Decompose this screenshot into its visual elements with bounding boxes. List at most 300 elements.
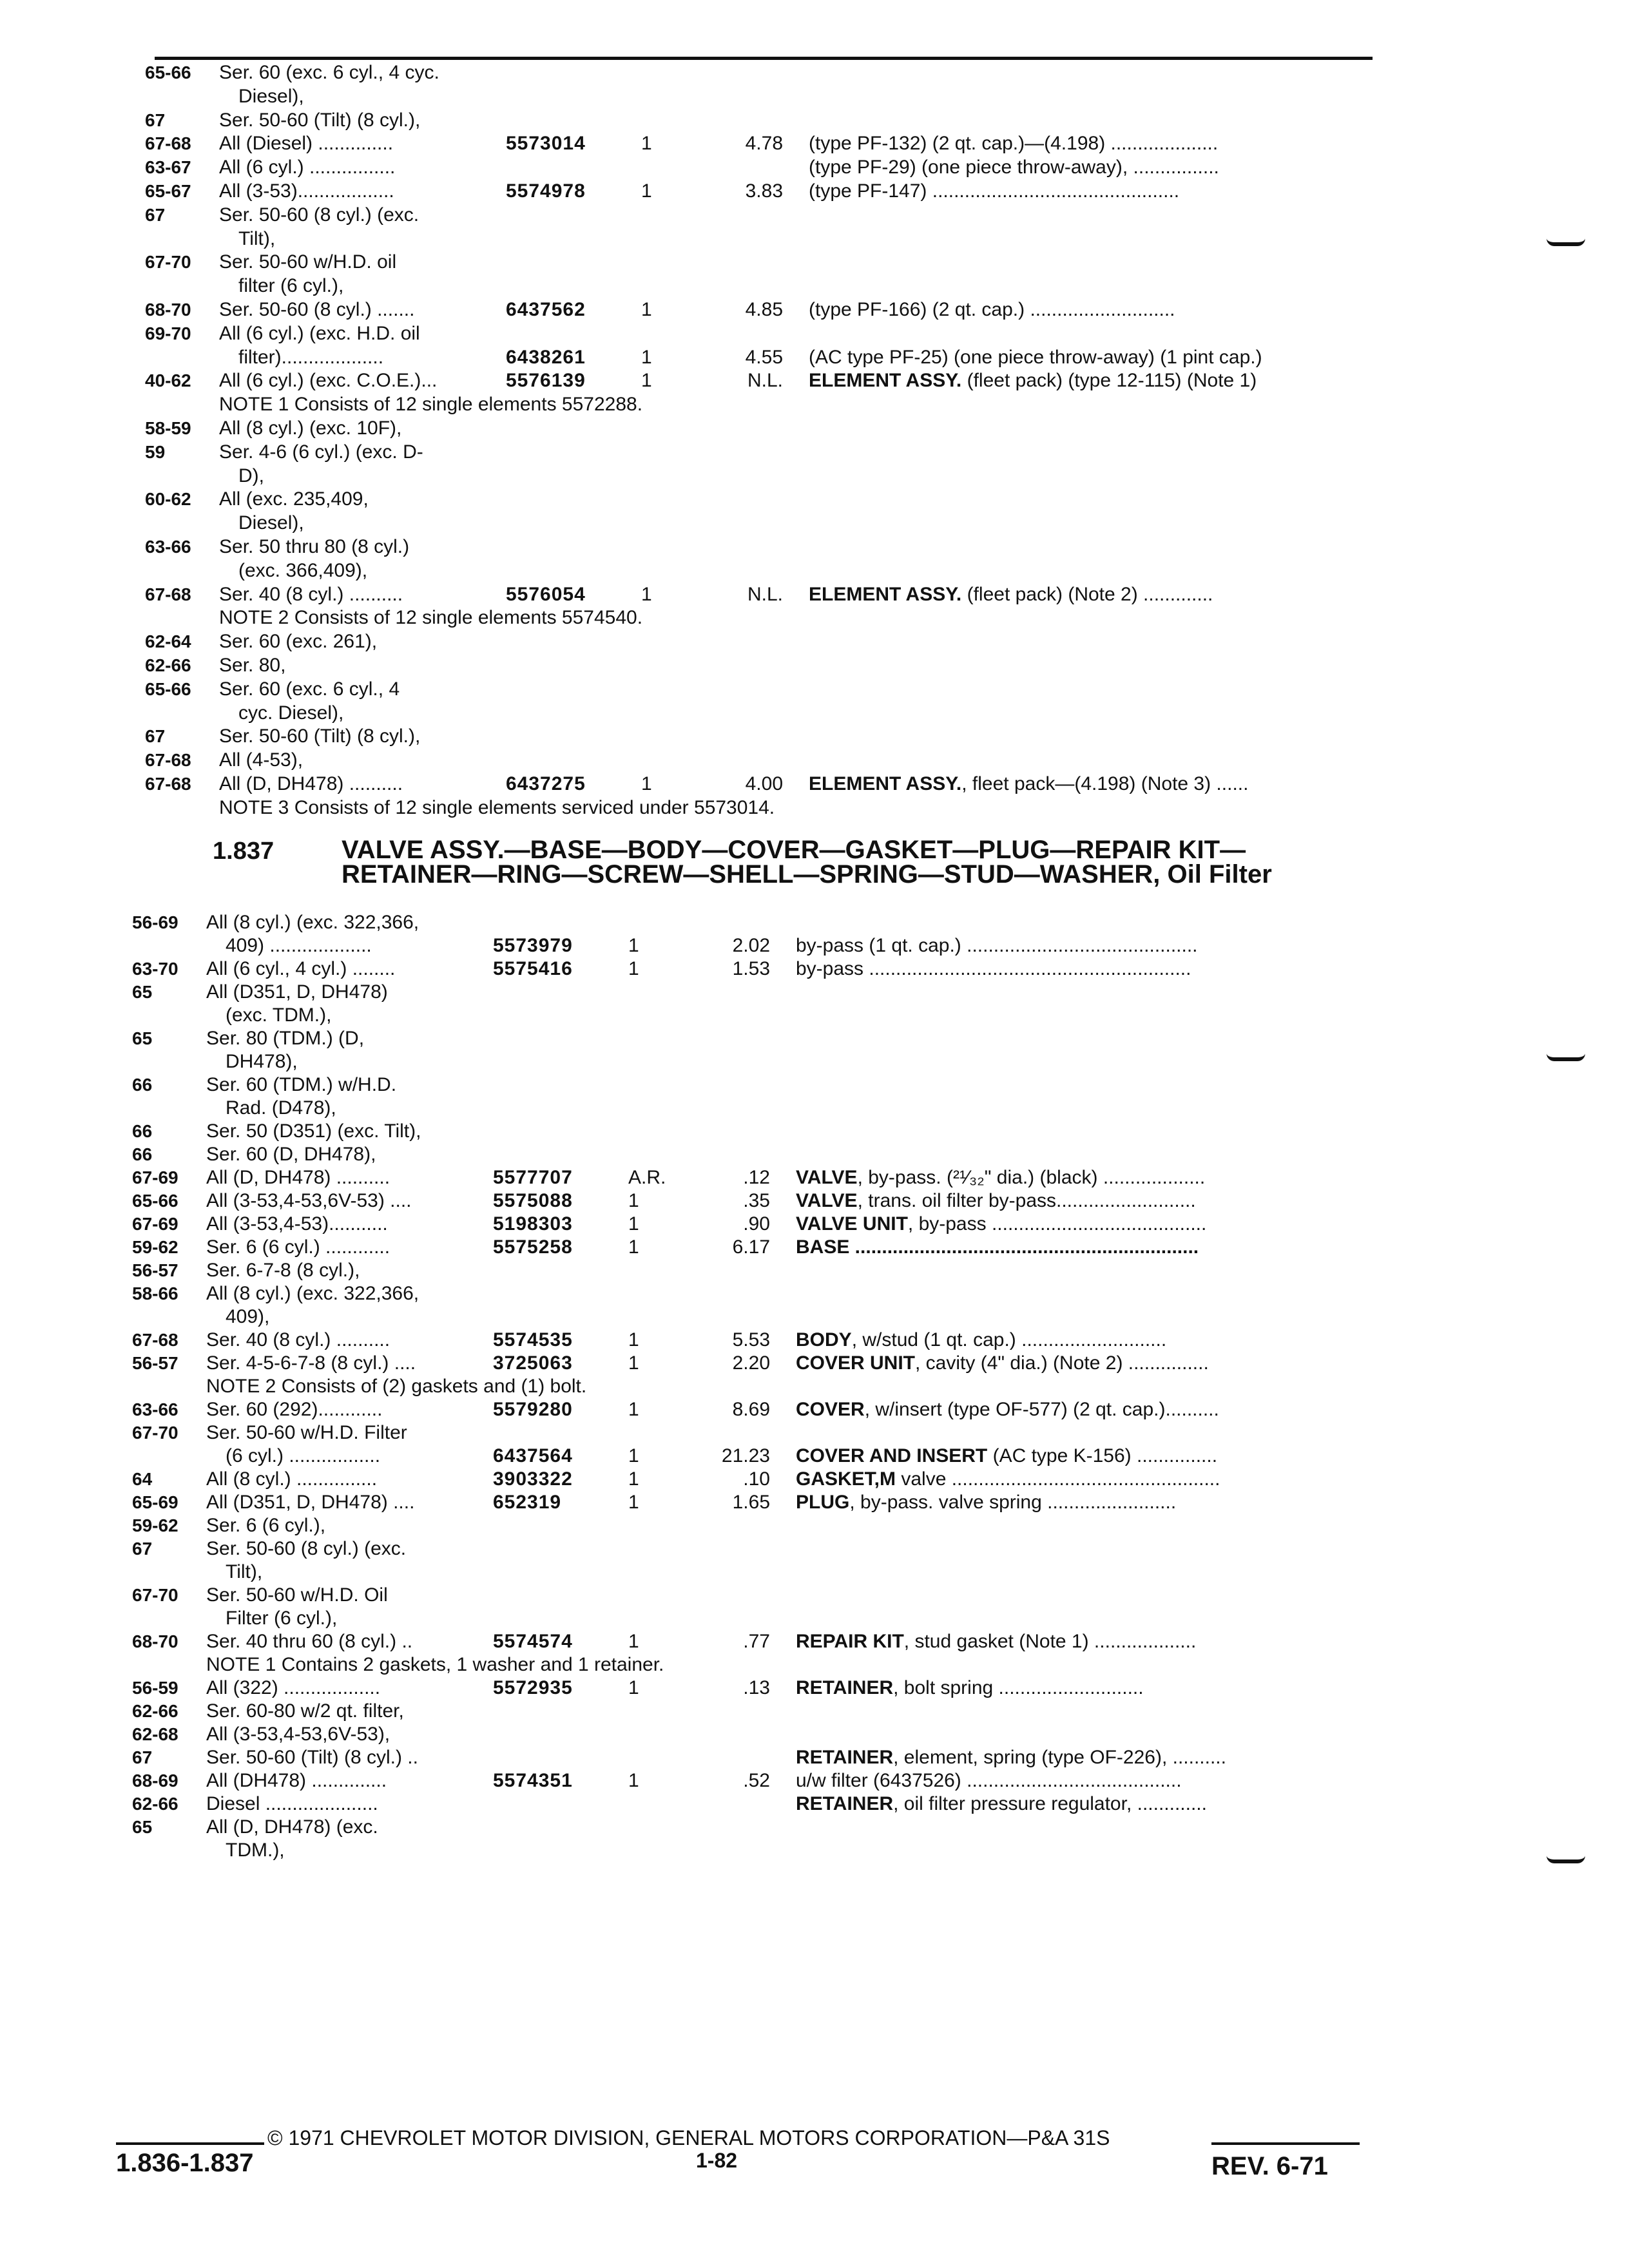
table-row [132,935,1366,957]
description-cell: NOTE 1 Consists of 12 single elements 5572288. [219,394,643,416]
year-cell: 67 [145,726,166,747]
year-cell: 67-68 [132,1330,178,1350]
table-row [132,1468,1366,1490]
part-number-cell: 652319 [493,1492,562,1513]
table-row [145,702,1373,724]
part-number-cell: 5574978 [506,180,586,202]
table-row [132,1816,1366,1838]
description-cell: Ser. 6 (6 cyl.), [206,1515,326,1536]
quantity-cell: 1 [641,180,652,202]
table-row [132,1724,1366,1745]
price-cell: 4.85 [745,299,783,320]
year-cell: 56-59 [132,1678,178,1698]
description-cell: Diesel ..................... [206,1793,378,1814]
table-row [145,512,1373,534]
table-row [145,86,1373,108]
table-row [132,1700,1366,1722]
description-cell: NOTE 1 Contains 2 gaskets, 1 washer and 1 retainer. [206,1654,664,1675]
table-row [132,1144,1366,1166]
price-cell: .10 [743,1468,770,1490]
year-cell: 65-66 [145,678,191,699]
description-cell: All (D351, D, DH478) [206,981,388,1003]
table-row [132,1120,1366,1142]
description-cell: Ser. 60 (exc. 261), [219,631,378,653]
description-cell: Rad. (D478), [226,1097,336,1119]
table-row [132,1004,1366,1026]
description-cell: Ser. 60 (D, DH478), [206,1144,376,1165]
detail-cell: RETAINER, bolt spring ........................... [796,1677,1144,1698]
price-cell: 4.55 [745,346,783,368]
quantity-cell: 1 [641,299,652,320]
table-row [132,1329,1366,1351]
description-cell: Ser. 60 (TDM.) w/H.D. [206,1074,397,1095]
price-cell: 8.69 [732,1399,770,1420]
table-row [145,655,1373,677]
revision: REV. 6-71 [1211,2152,1328,2180]
table-row [145,110,1373,131]
table-row [132,1608,1366,1629]
part-number-cell: 5575416 [493,958,573,979]
detail-cell: (type PF-132) (2 qt. cap.)—(4.198) .................... [809,133,1219,155]
footer-rule-left [116,2142,264,2145]
description-cell: All (D351, D, DH478) .... [206,1492,415,1513]
table-row [145,797,1373,819]
description-cell: Diesel), [238,512,304,534]
description-cell: (exc. TDM.), [226,1004,332,1026]
description-cell: D), [238,465,264,486]
quantity-cell: 1 [628,1213,639,1235]
detail-cell: (AC type PF-25) (one piece throw-away) (1 pint cap.) [809,346,1262,368]
table-row [145,726,1373,747]
description-cell: Tilt), [238,227,276,249]
part-number-cell: 3725063 [493,1352,573,1374]
part-number-cell: 5574535 [493,1329,573,1350]
description-cell: All (3-53,4-53)........... [206,1213,388,1235]
table-row [145,418,1373,439]
year-cell: 68-70 [145,300,191,320]
quantity-cell: 1 [628,1631,639,1652]
description-cell: All (D, DH478) (exc. [206,1816,378,1838]
description-cell: All (3-53,4-53,6V-53) .... [206,1190,412,1211]
table-row [145,394,1373,416]
table-row [132,1028,1366,1050]
price-cell: .90 [743,1213,770,1235]
price-cell: 4.78 [745,133,783,155]
description-cell: Ser. 50-60 w/H.D. Filter [206,1422,407,1443]
detail-cell: ELEMENT ASSY., fleet pack—(4.198) (Note 3) ...... [809,773,1249,794]
table-row [132,1422,1366,1444]
part-number-cell: 5579280 [493,1399,573,1420]
table-row [132,1677,1366,1699]
table-row [132,1167,1366,1189]
year-cell: 62-66 [145,655,191,675]
description-cell: Ser. 6 (6 cyl.) ............ [206,1236,390,1258]
description-cell: All (6 cyl.) (exc. H.D. oil [219,322,420,344]
description-cell: TDM.), [226,1840,285,1861]
quantity-cell: 1 [628,1677,639,1698]
table-row [132,1840,1366,1861]
group-number: 1.836-1.837 [116,2149,254,2177]
year-cell: 62-64 [145,631,191,652]
part-number-cell: 6438261 [506,346,586,368]
table-row [145,465,1373,487]
year-cell: 65 [132,1028,153,1048]
table-row [132,912,1366,934]
table-row [132,958,1366,980]
year-cell: 64 [132,1469,153,1489]
year-cell: 67-68 [145,750,191,771]
section-title: VALVE ASSY.—BASE—BODY—COVER—GASKET—PLUG—REPAIR KIT—RETAINER—RING—SCREW—SHELL—SPRING—STUD—WASHER, Oil Filter [342,836,1272,889]
year-cell: 58-59 [145,418,191,438]
detail-cell: REPAIR KIT, stud gasket (Note 1) ................... [796,1631,1197,1652]
year-cell: 59-62 [132,1237,178,1257]
description-cell: 409), [226,1306,270,1327]
year-cell: 62-68 [132,1724,178,1744]
table-row [132,1747,1366,1769]
description-cell: Ser. 80 (TDM.) (D, [206,1028,365,1049]
table-row [145,228,1373,250]
year-cell: 65-67 [145,181,191,201]
table-row [132,1376,1366,1398]
table-row [145,441,1373,463]
year-cell: 63-67 [145,157,191,178]
quantity-cell: 1 [628,1770,639,1791]
description-cell: Ser. 4-5-6-7-8 (8 cyl.) .... [206,1352,416,1374]
part-number-cell: 6437564 [493,1445,573,1466]
description-cell: All (8 cyl.) (exc. 322,366, [206,912,419,933]
table-row [132,1793,1366,1815]
quantity-cell: 1 [628,935,639,956]
table-row [145,157,1373,178]
description-cell: Ser. 50-60 (8 cyl.) ....... [219,299,415,320]
table-row [145,584,1373,606]
year-cell: 62-66 [132,1701,178,1721]
price-cell: .52 [743,1770,770,1791]
quantity-cell: 1 [628,1352,639,1374]
description-cell: All (322) .................. [206,1677,381,1698]
description-cell: All (4-53), [219,749,304,771]
table-row [132,981,1366,1003]
description-cell: Ser. 50-60 w/H.D. Oil [206,1584,388,1606]
table-row [145,607,1373,629]
table-row [132,1561,1366,1583]
price-cell: 1.65 [732,1492,770,1513]
quantity-cell: 1 [628,1190,639,1211]
description-cell: cyc. Diesel), [238,702,344,724]
detail-cell: COVER UNIT, cavity (4" dia.) (Note 2) ............... [796,1352,1209,1374]
detail-cell: (type PF-147) .............................................. [809,180,1180,202]
description-cell: All (6 cyl., 4 cyl.) ........ [206,958,396,979]
price-cell: N.L. [747,583,783,605]
description-cell: All (D, DH478) .......... [219,773,403,794]
description-cell: Filter (6 cyl.), [226,1608,338,1629]
table-row [145,133,1373,155]
table-row [132,1097,1366,1119]
part-number-cell: 5574574 [493,1631,573,1652]
price-cell: .35 [743,1190,770,1211]
binding-mark [1547,1856,1585,1863]
year-cell: 67 [132,1539,153,1559]
year-cell: 68-70 [132,1631,178,1651]
description-cell: Ser. 50-60 (Tilt) (8 cyl.), [219,726,421,747]
table-row [132,1492,1366,1514]
quantity-cell: 1 [628,1468,639,1490]
year-cell: 59-62 [132,1515,178,1535]
year-cell: 66 [132,1075,153,1095]
quantity-cell: 1 [628,1399,639,1420]
table-row [145,749,1373,771]
year-cell: 62-66 [132,1794,178,1814]
quantity-cell: 1 [628,1445,639,1466]
description-cell: All (3-53).................. [219,180,394,202]
year-cell: 67-69 [132,1214,178,1234]
year-cell: 67-69 [132,1168,178,1187]
description-cell: Ser. 50-60 (Tilt) (8 cyl.), [219,109,421,131]
table-row [132,1352,1366,1374]
year-cell: 67-70 [132,1585,178,1605]
table-row [132,1445,1366,1467]
page-number: 1-82 [696,2149,738,2172]
price-cell: 4.00 [745,773,783,794]
description-cell: Ser. 50-60 (8 cyl.) (exc. [219,204,419,226]
description-cell: (6 cyl.) ................. [226,1445,381,1466]
table-row [132,1538,1366,1560]
binding-mark [1547,1053,1585,1061]
footer-rule-right [1211,2142,1360,2145]
table-row [145,631,1373,653]
detail-cell: VALVE, trans. oil filter by-pass.......................... [796,1190,1196,1211]
detail-cell: ELEMENT ASSY. (fleet pack) (type 12-115) (Note 1) [809,370,1257,392]
description-cell: Ser. 40 (8 cyl.) .......... [206,1329,390,1350]
quantity-cell: 1 [641,370,652,392]
table-row [132,1515,1366,1537]
quantity-cell: 1 [641,583,652,605]
price-cell: 5.53 [732,1329,770,1350]
year-cell: 63-66 [145,537,191,557]
table-row [132,1631,1366,1653]
quantity-cell: 1 [628,958,639,979]
description-cell: Ser. 50-60 (8 cyl.) (exc. [206,1538,407,1559]
detail-cell: ELEMENT ASSY. (fleet pack) (Note 2) ............. [809,583,1213,605]
year-cell: 67 [145,204,166,225]
top-rule [155,57,1373,60]
part-number-cell: 3903322 [493,1468,573,1490]
table-row [145,560,1373,582]
year-cell: 65-66 [132,1191,178,1211]
description-cell: Ser. 80, [219,655,286,676]
table-row [132,1074,1366,1096]
table-row [145,299,1373,321]
detail-cell: PLUG, by-pass. valve spring ........................ [796,1492,1177,1513]
year-cell: 58-66 [132,1283,178,1303]
description-cell: Ser. 50 thru 80 (8 cyl.) [219,536,410,557]
table-row [145,370,1373,392]
binding-mark [1547,238,1585,246]
price-cell: 1.53 [732,958,770,979]
price-cell: 21.23 [721,1445,770,1466]
year-cell: 56-57 [132,1260,178,1280]
part-number-cell: 6437275 [506,773,586,794]
description-cell: All (DH478) .............. [206,1770,387,1791]
description-cell: All (6 cyl.) ................ [219,157,396,178]
price-cell: 2.02 [732,935,770,956]
description-cell: All (D, DH478) .......... [206,1167,390,1188]
year-cell: 65-66 [145,62,191,82]
part-number-cell: 5574351 [493,1770,573,1791]
quantity-cell: 1 [628,1236,639,1258]
description-cell: All (8 cyl.) (exc. 10F), [219,418,402,439]
year-cell: 67 [145,110,166,130]
part-number-cell: 5198303 [493,1213,573,1235]
description-cell: Ser. 50-60 (Tilt) (8 cyl.) .. [206,1747,418,1768]
table-row [132,1051,1366,1073]
detail-cell: by-pass ............................................................ [796,958,1191,979]
table-row [132,1283,1366,1305]
detail-cell: BODY, w/stud (1 qt. cap.) ........................... [796,1329,1167,1350]
price-cell: 2.20 [732,1352,770,1374]
table-row [132,1236,1366,1258]
table-row [132,1213,1366,1235]
year-cell: 67-68 [145,133,191,154]
year-cell: 59 [145,441,166,462]
table-row [145,536,1373,558]
quantity-cell: 1 [641,346,652,368]
table-row [145,180,1373,202]
description-cell: All (3-53,4-53,6V-53), [206,1724,390,1745]
description-cell: (exc. 366,409), [238,559,368,581]
year-cell: 65-69 [132,1492,178,1512]
table-row [132,1306,1366,1328]
year-cell: 67-68 [145,584,191,604]
table-row [145,488,1373,510]
description-cell: DH478), [226,1051,298,1072]
description-cell: filter (6 cyl.), [238,275,344,297]
table-row [132,1654,1366,1676]
year-cell: 56-69 [132,912,178,932]
detail-cell: GASKET,M valve .................................................. [796,1468,1220,1490]
table-row [132,1260,1366,1282]
description-cell: NOTE 2 Consists of 12 single elements 5574540. [219,607,643,629]
description-cell: 409) ................... [226,935,372,956]
table-row [145,62,1373,84]
description-cell: Ser. 40 (8 cyl.) .......... [219,583,403,605]
part-number-cell: 6437562 [506,299,586,320]
year-cell: 65 [132,1817,153,1837]
copyright: © 1971 CHEVROLET MOTOR DIVISION, GENERAL MOTORS CORPORATION—P&A 31S [267,2126,1110,2149]
description-cell: Tilt), [226,1561,263,1582]
year-cell: 66 [132,1121,153,1141]
quantity-cell: A.R. [628,1167,666,1188]
detail-cell: (type PF-29) (one piece throw-away), ................ [809,157,1219,178]
year-cell: 66 [132,1144,153,1164]
detail-cell: BASE ................................................................ [796,1236,1199,1258]
year-cell: 63-66 [132,1399,178,1419]
table-row [145,323,1373,345]
quantity-cell: 1 [628,1329,639,1350]
year-cell: 60-62 [145,489,191,510]
description-cell: Ser. 60 (292)............ [206,1399,383,1420]
description-cell: All (8 cyl.) (exc. 322,366, [206,1283,419,1304]
part-number-cell: 5572935 [493,1677,573,1698]
part-number-cell: 5573979 [493,935,573,956]
description-cell: NOTE 3 Consists of 12 single elements serviced under 5573014. [219,796,775,818]
price-cell: .12 [743,1167,770,1188]
quantity-cell: 1 [641,773,652,794]
table-row [132,1584,1366,1606]
price-cell: 3.83 [745,180,783,202]
year-cell: 67-68 [145,774,191,794]
year-cell: 65 [132,982,153,1002]
table-row [132,1770,1366,1792]
description-cell: Ser. 40 thru 60 (8 cyl.) .. [206,1631,413,1652]
year-cell: 67 [132,1747,153,1767]
detail-cell: by-pass (1 qt. cap.) ........................................... [796,935,1198,956]
description-cell: All (exc. 235,409, [219,488,369,510]
description-cell: All (6 cyl.) (exc. C.O.E.)... [219,370,438,392]
description-cell: Ser. 60 (exc. 6 cyl., 4 cyc. [219,62,439,83]
description-cell: Ser. 50 (D351) (exc. Tilt), [206,1120,421,1142]
year-cell: 67-70 [132,1423,178,1443]
year-cell: 40-62 [145,370,191,391]
table-row [145,251,1373,273]
year-cell: 67-70 [145,252,191,273]
detail-cell: RETAINER, oil filter pressure regulator, ............. [796,1793,1207,1814]
description-cell: All (8 cyl.) ............... [206,1468,378,1490]
description-cell: Ser. 50-60 w/H.D. oil [219,251,397,273]
year-cell: 56-57 [132,1353,178,1373]
table-row [145,773,1373,795]
part-number-cell: 5576139 [506,370,586,392]
table-row [145,678,1373,700]
description-cell: Diesel), [238,85,304,107]
description-cell: NOTE 2 Consists of (2) gaskets and (1) bolt. [206,1376,587,1397]
section-number: 1.837 [213,838,275,865]
detail-cell: COVER AND INSERT (AC type K-156) ............... [796,1445,1218,1466]
table-row [145,347,1373,369]
description-cell: All (Diesel) .............. [219,133,394,155]
detail-cell: VALVE, by-pass. (²¹⁄₃₂" dia.) (black) ................... [796,1167,1206,1188]
description-cell: Ser. 6-7-8 (8 cyl.), [206,1260,360,1281]
part-number-cell: 5575088 [493,1190,573,1211]
price-cell: .13 [743,1677,770,1698]
detail-cell: (type PF-166) (2 qt. cap.) ........................... [809,299,1175,320]
part-number-cell: 5573014 [506,133,586,155]
detail-cell: u/w filter (6437526) ........................................ [796,1770,1182,1791]
year-cell: 68-69 [132,1771,178,1791]
year-cell: 63-70 [132,959,178,979]
detail-cell: COVER, w/insert (type OF-577) (2 qt. cap.).......... [796,1399,1219,1420]
quantity-cell: 1 [628,1492,639,1513]
price-cell: 6.17 [732,1236,770,1258]
description-cell: Ser. 60 (exc. 6 cyl., 4 [219,678,400,700]
year-cell: 69-70 [145,323,191,343]
description-cell: Ser. 60-80 w/2 qt. filter, [206,1700,404,1722]
description-cell: Ser. 4-6 (6 cyl.) (exc. D- [219,441,423,463]
part-number-cell: 5576054 [506,583,586,605]
quantity-cell: 1 [641,133,652,155]
detail-cell: VALVE UNIT, by-pass ........................................ [796,1213,1207,1235]
table-row [132,1190,1366,1212]
price-cell: .77 [743,1631,770,1652]
price-cell: N.L. [747,370,783,392]
description-cell: filter)................... [238,346,384,368]
table-row [132,1399,1366,1421]
table-row [145,275,1373,297]
table-row [145,204,1373,226]
part-number-cell: 5575258 [493,1236,573,1258]
part-number-cell: 5577707 [493,1167,573,1188]
detail-cell: RETAINER, element, spring (type OF-226), .......... [796,1747,1226,1768]
